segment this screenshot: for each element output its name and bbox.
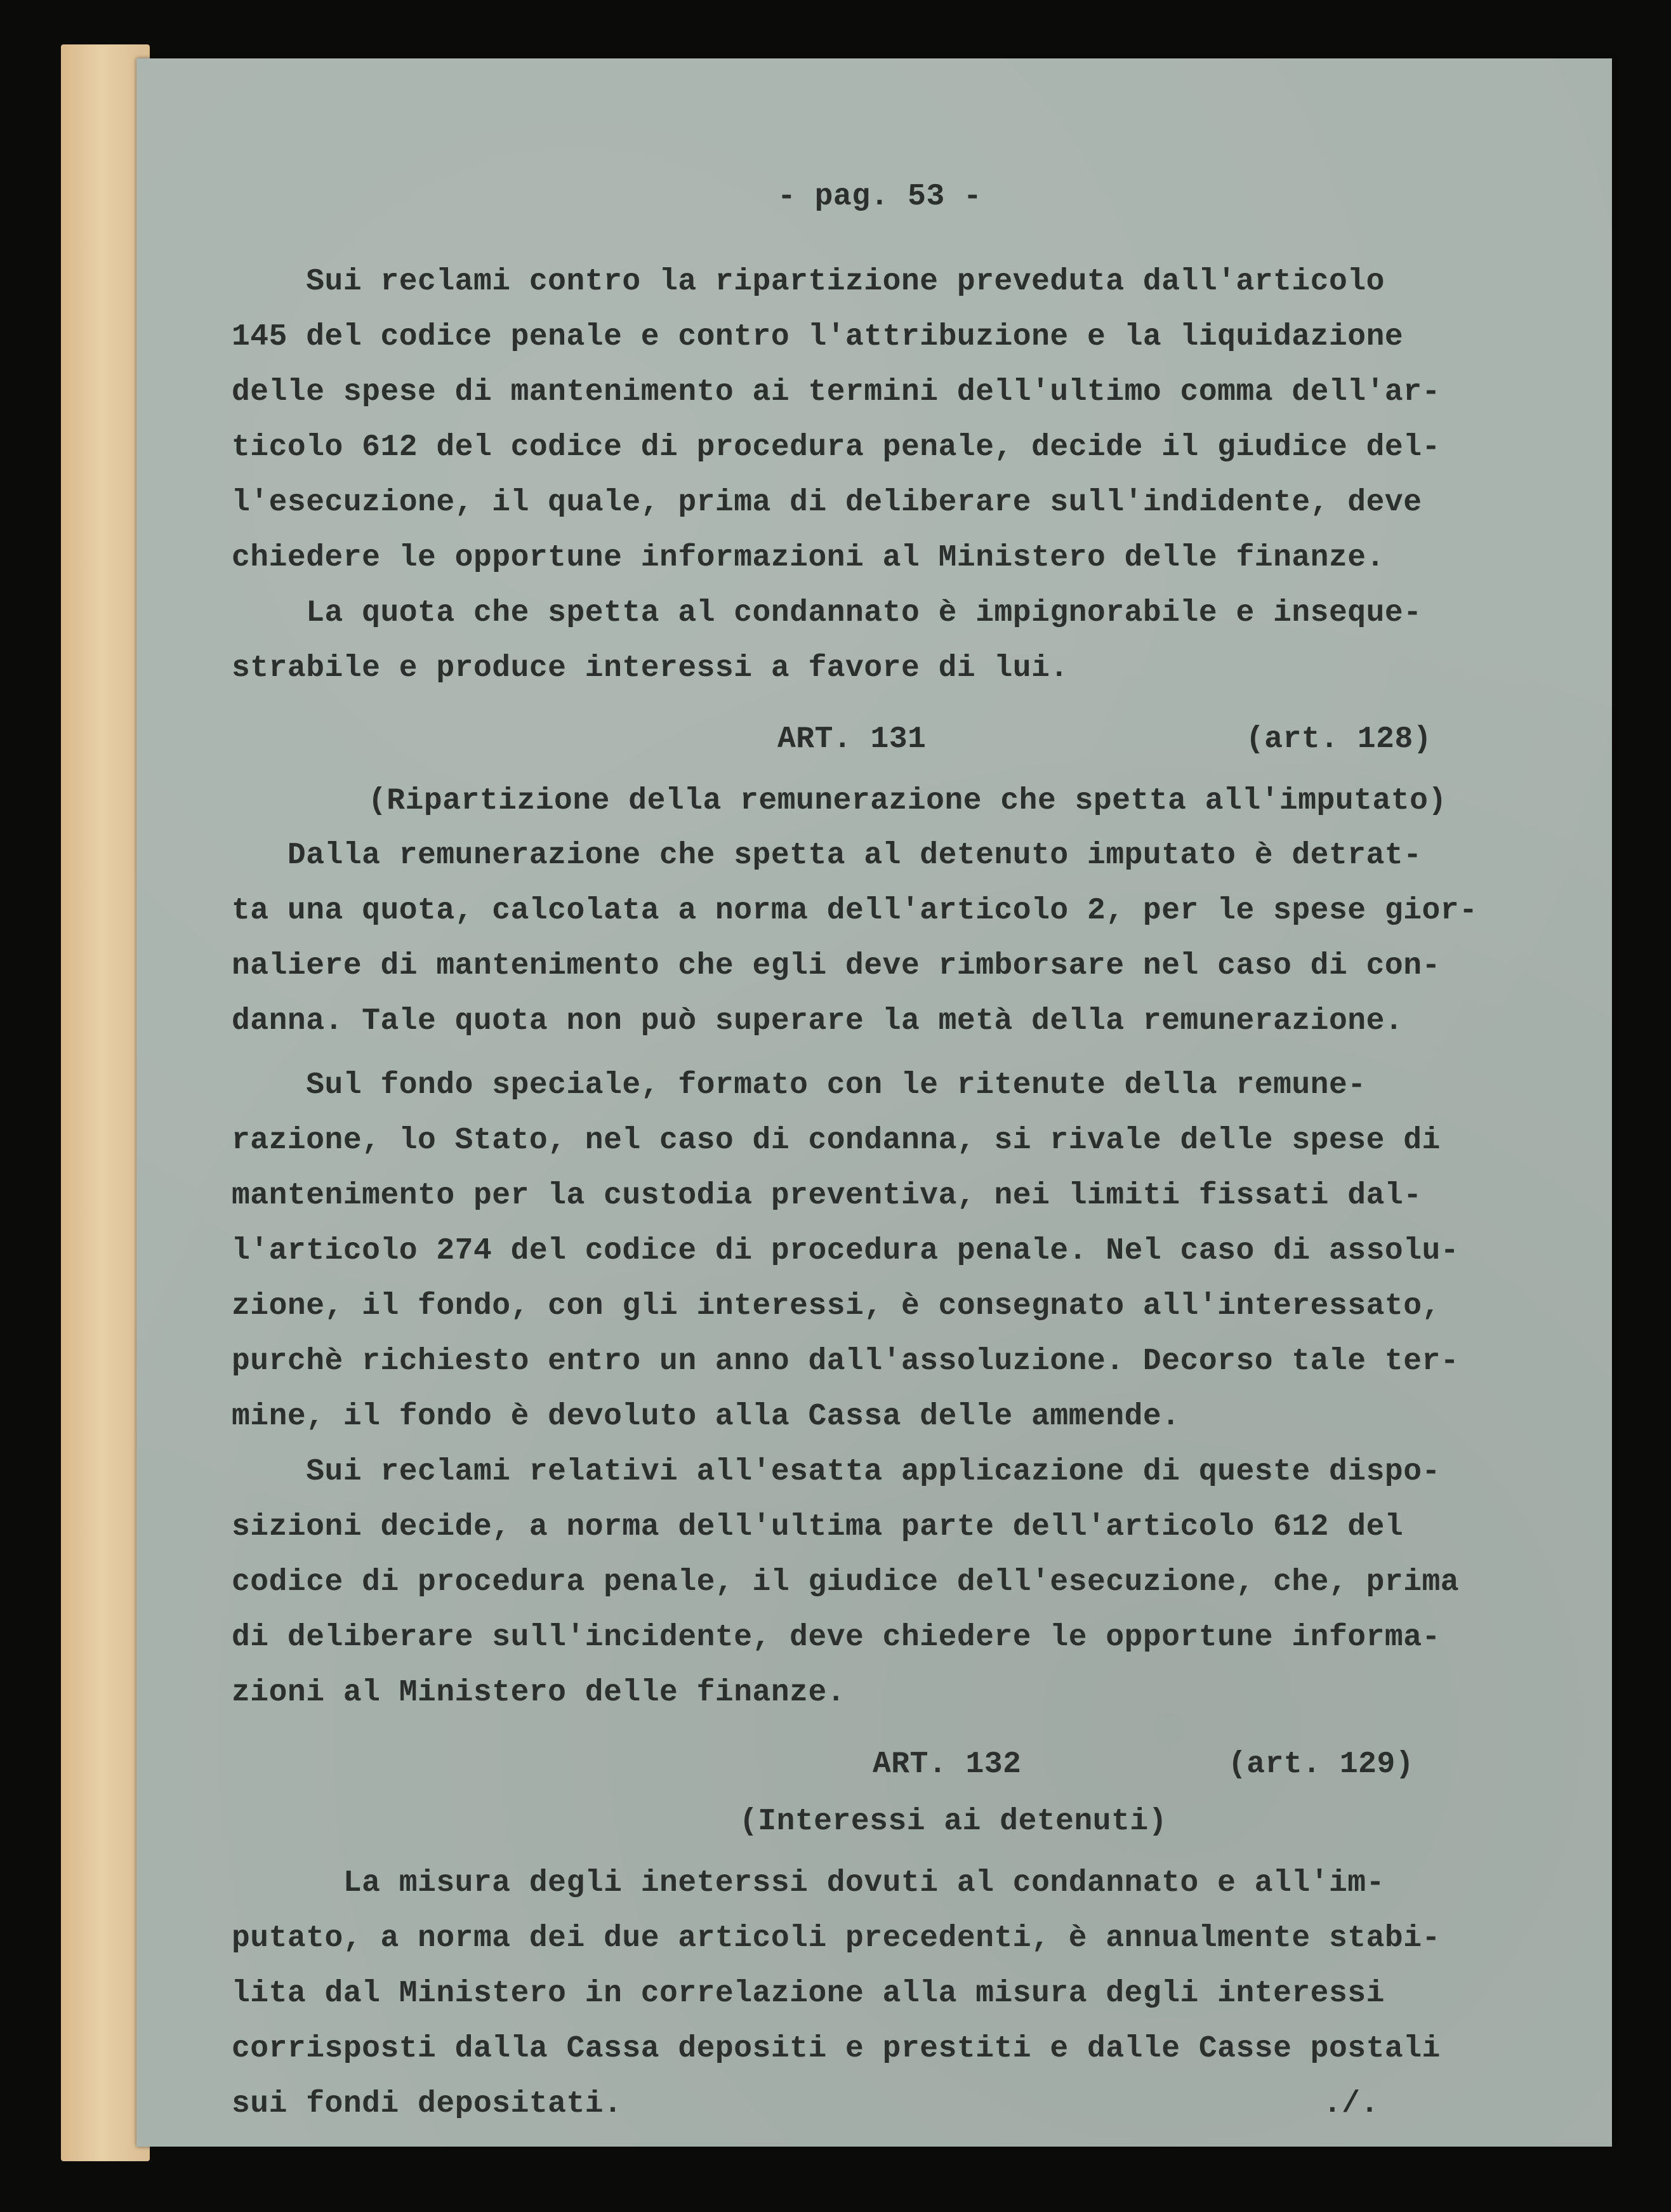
text-line: La quota che spetta al condannato è impignorabile e inseque- bbox=[232, 596, 1422, 630]
text-line: danna. Tale quota non può superare la metà della remunerazione. bbox=[232, 1004, 1404, 1038]
article-title-131: (Ripartizione della remunerazione che spetta all'imputato) bbox=[368, 784, 1447, 818]
article-title-132: (Interessi ai detenuti) bbox=[739, 1805, 1168, 1839]
text-line: zioni al Ministero delle finanze. bbox=[232, 1676, 846, 1710]
article-heading-132: ART. 132 bbox=[873, 1747, 1022, 1782]
page-number: - pag. 53 - bbox=[777, 180, 982, 214]
text-line: l'articolo 274 del codice di procedura penale. Nel caso di assolu- bbox=[232, 1234, 1460, 1268]
text-line: codice di procedura penale, il giudice dell'esecuzione, che, prima bbox=[232, 1565, 1460, 1599]
text-line: delle spese di mantenimento ai termini dell'ultimo comma dell'ar- bbox=[232, 375, 1441, 409]
text-line: ticolo 612 del codice di procedura penale, decide il giudice del- bbox=[232, 430, 1441, 465]
text-line: di deliberare sull'incidente, deve chiedere le opportune informa- bbox=[232, 1620, 1441, 1655]
continuation-mark: ./. bbox=[1323, 2087, 1379, 2121]
text-line: putato, a norma dei due articoli precedenti, è annualmente stabi- bbox=[232, 1921, 1441, 1956]
text-line: strabile e produce interessi a favore di lui. bbox=[232, 651, 1069, 685]
text-line: l'esecuzione, il quale, prima di deliberare sull'indidente, deve bbox=[232, 486, 1422, 520]
text-line: sui fondi depositati. bbox=[232, 2087, 623, 2121]
document-sheet bbox=[136, 58, 1612, 2147]
text-line: Sul fondo speciale, formato con le ritenute della remune- bbox=[232, 1068, 1366, 1103]
text-line: Dalla remunerazione che spetta al detenuto imputato è detrat- bbox=[232, 838, 1422, 873]
text-line: chiedere le opportune informazioni al Ministero delle finanze. bbox=[232, 541, 1385, 575]
text-line: naliere di mantenimento che egli deve rimborsare nel caso di con- bbox=[232, 949, 1441, 983]
text-line: corrisposti dalla Cassa depositi e prestiti e dalle Casse postali bbox=[232, 2032, 1441, 2066]
text-line: sizioni decide, a norma dell'ultima parte dell'articolo 612 del bbox=[232, 1510, 1404, 1544]
article-ref-132: (art. 129) bbox=[1228, 1747, 1415, 1782]
text-line: zione, il fondo, con gli interessi, è consegnato all'interessato, bbox=[232, 1289, 1441, 1323]
article-heading-131: ART. 131 bbox=[777, 722, 927, 757]
text-line: purchè richiesto entro un anno dall'assoluzione. Decorso tale ter- bbox=[232, 1344, 1460, 1379]
text-line: La misura degli ineterssi dovuti al condannato e all'im- bbox=[232, 1866, 1385, 1900]
text-line: ta una quota, calcolata a norma dell'articolo 2, per le spese gior- bbox=[232, 894, 1478, 928]
text-line: mine, il fondo è devoluto alla Cassa delle ammende. bbox=[232, 1400, 1180, 1434]
text-line: mantenimento per la custodia preventiva, nei limiti fissati dal- bbox=[232, 1179, 1422, 1213]
text-line: 145 del codice penale e contro l'attribuzione e la liquidazione bbox=[232, 320, 1404, 354]
text-line: lita dal Ministero in correlazione alla misura degli interessi bbox=[232, 1977, 1385, 2011]
text-line: razione, lo Stato, nel caso di condanna, si rivale delle spese di bbox=[232, 1123, 1441, 1158]
text-line: Sui reclami relativi all'esatta applicazione di queste dispo- bbox=[232, 1455, 1441, 1489]
article-ref-131: (art. 128) bbox=[1246, 722, 1432, 757]
text-line: Sui reclami contro la ripartizione preveduta dall'articolo bbox=[232, 265, 1385, 299]
